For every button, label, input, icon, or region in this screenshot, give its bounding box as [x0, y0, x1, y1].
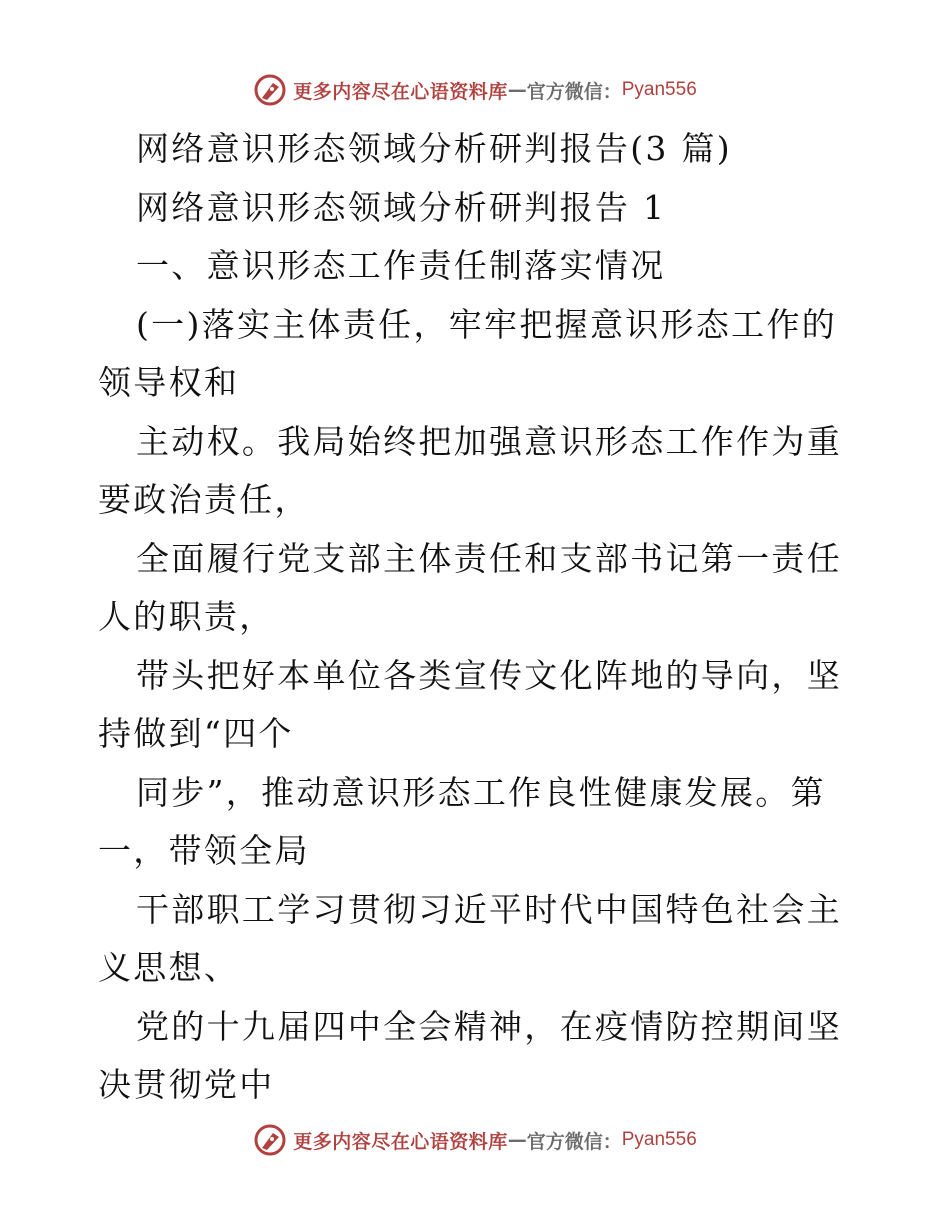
pen-nib-circle-icon [253, 1123, 287, 1157]
report-subtitle: 网络意识形态领域分析研判报告 1 [136, 187, 667, 227]
body-paragraph: 带头把好本单位各类宣传文化阵地的导向，坚持做到“四个 [98, 655, 842, 753]
banner-brand: 更多内容尽在心语资料库 [293, 1130, 508, 1153]
document-title: 网络意识形态领域分析研判报告(3 篇) [136, 129, 732, 168]
body-paragraph: 党的十九届四中全会精神，在疫情防控期间坚决贯彻党中 [98, 1006, 842, 1104]
body-paragraph: 主动权。我局始终把加强意识形态工作作为重要政治责任， [98, 421, 842, 519]
body-paragraph: 干部职工学习贯彻习近平时代中国特色社会主义思想、 [98, 889, 842, 987]
banner-account: Pyan556 [621, 79, 697, 100]
banner-brand: 更多内容尽在心语资料库 [293, 80, 508, 103]
footer-watermark-banner [0, 1120, 950, 1160]
banner-label: 官方微信： [526, 80, 622, 103]
body-paragraph: 同步”，推动意识形态工作良性健康发展。第一，带领全局 [98, 772, 826, 870]
banner-dash: — [507, 1129, 527, 1151]
section-heading: 一、意识形态工作责任制落实情况 [136, 246, 666, 285]
banner-account: Pyan556 [621, 1129, 697, 1150]
body-paragraph: 全面履行党支部主体责任和支部书记第一责任人的职责， [98, 538, 842, 636]
body-paragraph: (一)落实主体责任，牢牢把握意识形态工作的领导权和 [98, 304, 838, 402]
banner-dash: — [507, 79, 527, 101]
document-body [98, 120, 858, 1115]
banner-label: 官方微信： [526, 1130, 622, 1153]
header-watermark-banner [0, 70, 950, 110]
pen-nib-circle-icon [253, 73, 287, 107]
